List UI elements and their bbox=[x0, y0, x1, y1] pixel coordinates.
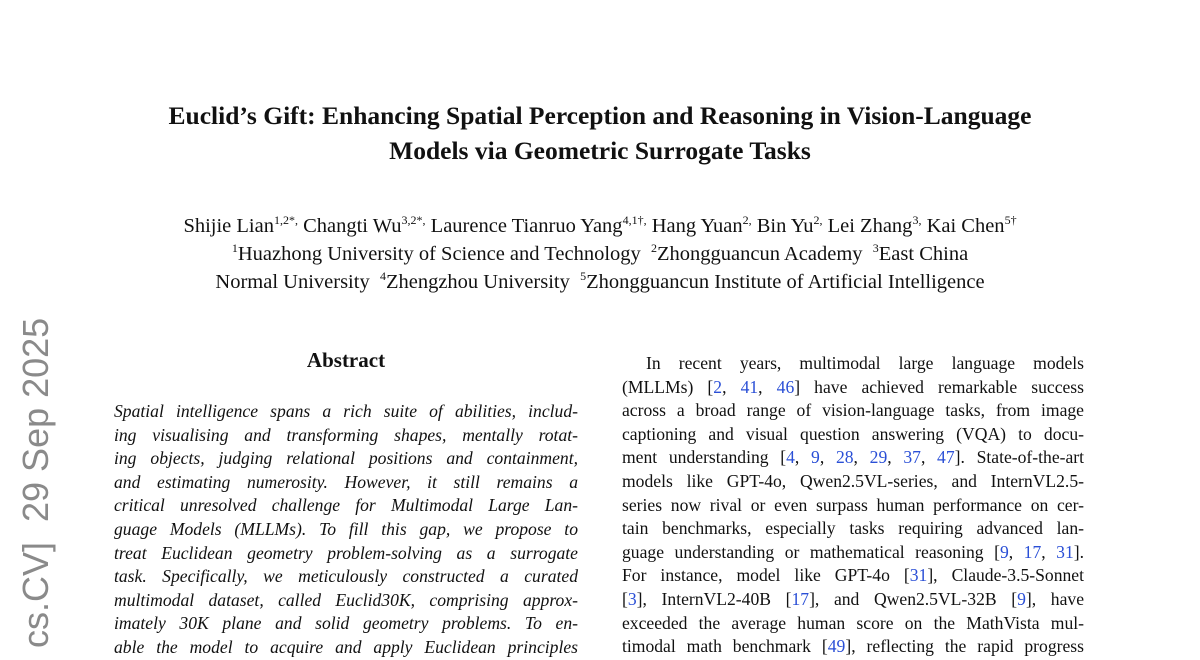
intro-line: series now rival or even surpass human performance on cer- bbox=[622, 494, 1084, 515]
affiliation-5-number: 5 bbox=[580, 269, 587, 283]
affiliation-4-number: 4 bbox=[379, 269, 386, 283]
citation-link[interactable]: 9 bbox=[999, 541, 1009, 562]
affiliation-line-1 bbox=[100, 240, 1100, 268]
intro-line: (MLLMs) [2, 41, 46] have achieved remarkable success bbox=[622, 376, 1085, 397]
citation-link[interactable]: 17 bbox=[791, 588, 810, 609]
citation-link[interactable]: 37 bbox=[903, 447, 921, 468]
citation-link[interactable]: 17 bbox=[1023, 541, 1042, 562]
intro-line: models like GPT-4o, Qwen2.5VL-series, and InternVL2.5- bbox=[622, 470, 1084, 491]
citation-link[interactable]: 2 bbox=[713, 376, 723, 397]
abstract-line: treat Euclidean geometry problem-solving as a surrogate bbox=[114, 542, 578, 563]
author-affiliation-marker: 3, bbox=[912, 213, 922, 227]
affiliation-1-number: 1 bbox=[231, 241, 238, 255]
affiliation-3-number: 3 bbox=[872, 241, 879, 255]
intro-line: ment understanding [4, 9, 28, 29, 37, 47]. State-of-the-art bbox=[622, 447, 1085, 468]
paper-title bbox=[100, 98, 1100, 168]
citation-link[interactable]: 46 bbox=[776, 376, 795, 397]
affiliation-line-2 bbox=[100, 268, 1100, 296]
abstract-line: ing visualising and transforming shapes, mentally rotat- bbox=[114, 424, 578, 445]
title-line-1: Euclid’s Gift: Enhancing Spatial Perception and Reasoning in Vision-Language bbox=[168, 101, 1032, 130]
intro-line: For instance, model like GPT-4o [31], Claude-3.5-Sonnet bbox=[622, 565, 1084, 586]
intro-line: tain benchmarks, especially tasks requiring advanced lan- bbox=[622, 518, 1084, 539]
abstract-line: multimodal dataset, called Euclid30K, comprising approx- bbox=[114, 589, 578, 610]
intro-line: exceeded the average human score on the MathVista mul- bbox=[622, 612, 1084, 633]
citation-link[interactable]: 9 bbox=[1017, 588, 1026, 609]
author-list bbox=[100, 212, 1100, 240]
abstract-line: imately 30K plane and solid geometry problems. To en- bbox=[114, 613, 578, 634]
intro-line: In recent years, multimodal large language models bbox=[646, 353, 1084, 373]
author-affiliation-marker: 2, bbox=[813, 213, 823, 227]
title-line-2: Models via Geometric Surrogate Tasks bbox=[389, 136, 811, 165]
abstract-line: and estimating numerosity. However, it still remains a bbox=[114, 471, 578, 492]
affiliation-1: Huazhong University of Science and Technology bbox=[237, 243, 641, 265]
intro-line: guage understanding or mathematical reasoning [9, 17, 31]. bbox=[622, 541, 1085, 562]
author-name: Hang Yuan bbox=[651, 215, 743, 237]
arxiv-side-stamp: cs.CV] 29 Sep 2025 bbox=[15, 317, 56, 648]
abstract-line: Spatial intelligence spans a rich suite of abilities, includ- bbox=[114, 401, 578, 421]
citation-link[interactable]: 9 bbox=[811, 447, 820, 468]
author-name: Shijie Lian bbox=[183, 215, 274, 237]
author-name: Lei Zhang bbox=[827, 215, 913, 237]
citation-link[interactable]: 49 bbox=[827, 636, 846, 657]
affiliation-2: Zhongguancun Academy bbox=[657, 243, 863, 265]
intro-line: captioning and visual question answering (VQA) to docu- bbox=[622, 423, 1084, 444]
affiliation-4: Zhengzhou University bbox=[385, 271, 570, 293]
abstract-line: able the model to acquire and apply Euclidean principles bbox=[114, 636, 578, 657]
citation-link[interactable]: 31 bbox=[1056, 541, 1074, 562]
intro-line: timodal math benchmark [49], reflecting the rapid progress bbox=[622, 636, 1084, 657]
author-affiliation-marker: 1,2*, bbox=[273, 213, 298, 227]
introduction-body bbox=[622, 352, 1084, 659]
author-block bbox=[100, 212, 1100, 296]
abstract-line: guage Models (MLLMs). To fill this gap, we propose to bbox=[114, 518, 578, 539]
affiliation-3-part-2: Normal University bbox=[215, 271, 370, 293]
affiliation-3-part-1: East China bbox=[878, 243, 969, 265]
author-affiliation-marker: 2, bbox=[742, 213, 752, 227]
intro-line: [3], InternVL2-40B [17], and Qwen2.5VL-32B [9], have bbox=[622, 588, 1084, 609]
abstract-line: ing objects, judging relational positions and containment, bbox=[114, 448, 578, 469]
citation-link[interactable]: 4 bbox=[786, 447, 795, 468]
abstract-body bbox=[114, 400, 578, 660]
author-name: Laurence Tianruo Yang bbox=[430, 215, 623, 237]
author-affiliation-marker: 5† bbox=[1004, 213, 1017, 227]
citation-link[interactable]: 29 bbox=[869, 447, 888, 468]
abstract-line: critical unresolved challenge for Multimodal Large Lan- bbox=[114, 495, 578, 516]
intro-line: across a broad range of vision-language tasks, from image bbox=[622, 400, 1084, 421]
affiliation-2-number: 2 bbox=[651, 241, 658, 255]
abstract-line: task. Specifically, we meticulously constructed a curated bbox=[114, 566, 578, 587]
author-affiliation-marker: 3,2*, bbox=[401, 213, 426, 227]
author-name: Changti Wu bbox=[303, 215, 402, 237]
author-affiliation-marker: 4,1†, bbox=[622, 213, 647, 227]
affiliation-5: Zhongguancun Institute of Artificial Intelligence bbox=[586, 271, 985, 293]
citation-link[interactable]: 41 bbox=[740, 376, 759, 397]
author-name: Bin Yu bbox=[756, 215, 814, 237]
citation-link[interactable]: 47 bbox=[937, 447, 955, 468]
citation-link[interactable]: 3 bbox=[627, 588, 637, 609]
citation-link[interactable]: 28 bbox=[835, 447, 854, 468]
abstract-heading: Abstract bbox=[306, 348, 386, 372]
citation-link[interactable]: 31 bbox=[909, 565, 928, 586]
author-name: Kai Chen bbox=[926, 215, 1005, 237]
